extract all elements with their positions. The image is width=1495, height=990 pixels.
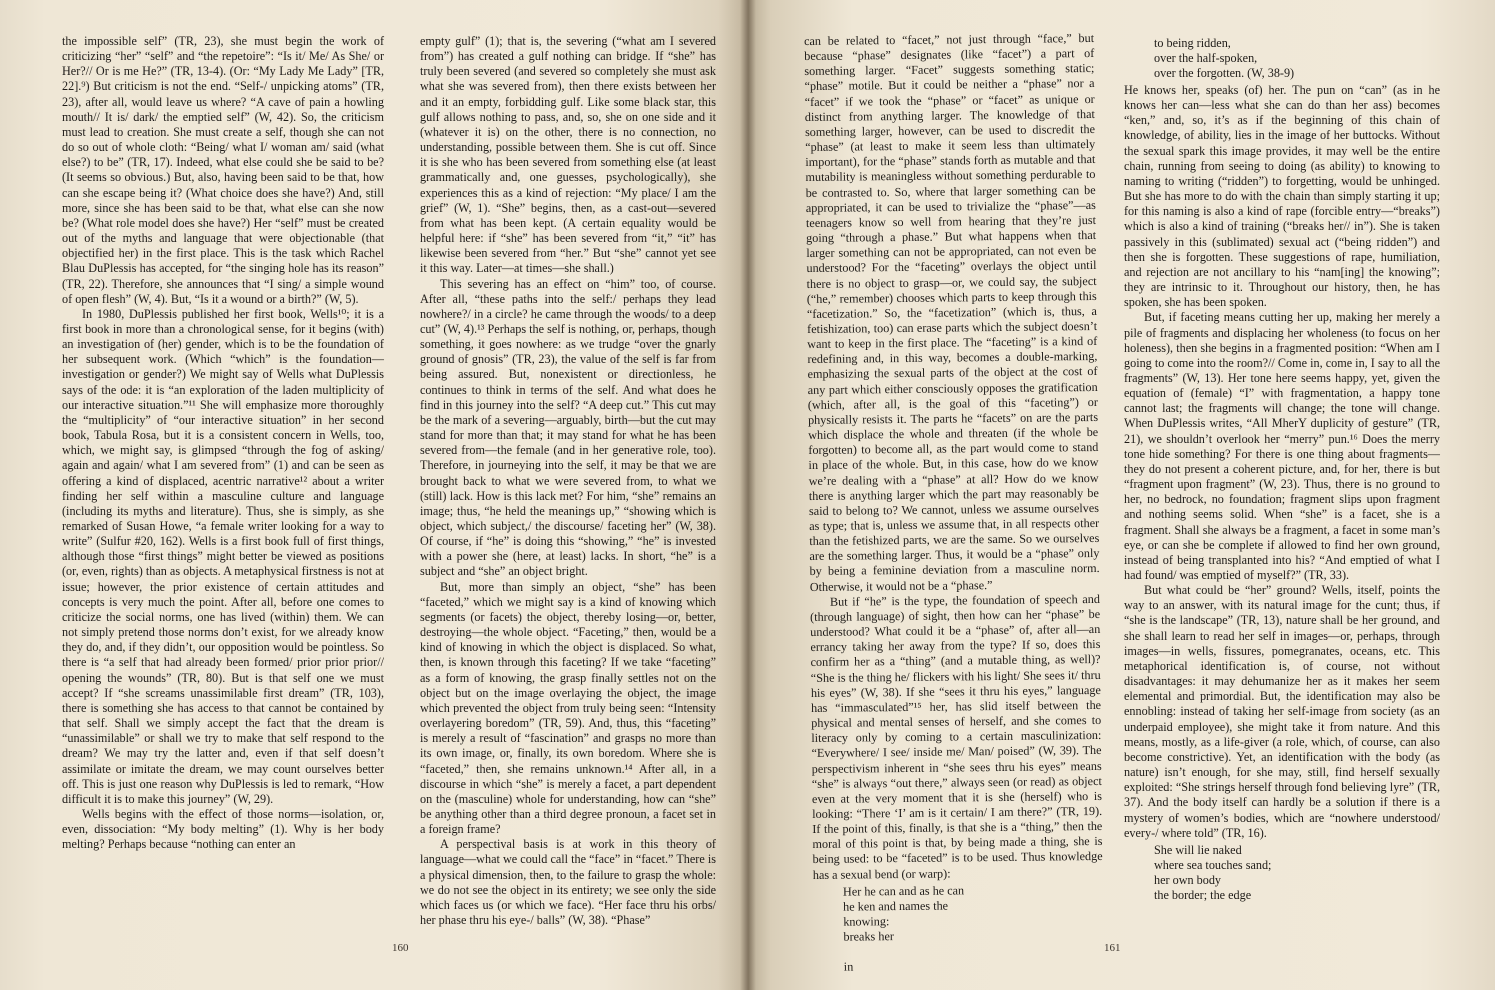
verse-quote xyxy=(843,882,1104,975)
verse-quote xyxy=(1154,843,1440,903)
left-column-1 xyxy=(62,34,384,914)
verse-line: Her he can and as he can xyxy=(842,883,965,899)
paragraph: the impossible self” (TR, 23), she must begin the work of criticizing “her” “self” and “the repetoire”: “Is it/ Me/ As She/ or Her?// Or is me He?” (TR, 13-4). (Or: “My Lady Me Lady” [TR, 22].⁹) But criticism is not the end. “Self-/ unpicking atoms” (TR, 23), after all, would leave us where? “A cave of pain a howling mouth// It is/ dark/ the emptied self” (W, 42). So, the criticism must lead to creation. She must create a self, though she can not do so out of whole cloth: “Being/ what I/ woman am/ said (what else?) to be” (TR, 17). Indeed, what else could she be said to be? (It seems so obvious.) But, also, having been said to be that, how can she escape being it? (What choice does she have?) And, still more, since she has been said to be that, what else can she now be? (What role model does she have?) Her “self” must be created out of the myths and language that were objectionable (that objectified her) in the first place. This is the task which Rachel Blau DuPlessis has accepted, for “the singing hole has its reason” (TR, 22). Therefore, she announces that “I sing/ a simple wound of open flesh” (W, 4). But, “Is it a wound or a birth?” (W, 5). xyxy=(62,34,384,306)
verse-line: where sea touches sand; xyxy=(1154,857,1272,872)
verse-line: her own body xyxy=(1154,872,1222,887)
book-gutter xyxy=(740,0,756,990)
right-page xyxy=(748,0,1495,990)
verse-line: breaks her xyxy=(843,928,894,944)
paragraph: In 1980, DuPlessis published her first book, Wells¹⁰; it is a first book in more than a chronological sense, for it begins (with) an investigation of (her) gender, which is to be the foundation of her subsequent work. (Which “which” is the foundation—investigation or gender?) We might say of Wells what DuPlessis says of the ode: it is “an exploration of the laden multiplicity of our interactive situation.”¹¹ She will emphasize more thoroughly the “multiplicity” of “our interactive situation” in her second book, Tabula Rosa, but it is a consistent concern in Wells, too, which, we might say, is glimpsed “through the fog of asking/ again and again/ what I am severed from” (1) and can be seen as offering a kind of displaced, acentric narrative¹² about a writer finding her self within a masculine culture and language (including its myths and literature). Thus, she is simply, as she remarked of Susan Howe, “a female writer looking for a way to write” (Sulfur #20, 162). Wells is a first book full of first things, although those “first things” might better be viewed as positions (or, even, rights) than as objects. A metaphysical firstness is not at issue; however, the prior existence of certain attitudes and concepts is very much the point. After all, before one comes to criticize the social norms, one has lived (within) them. We can not simply pretend those norms don’t exist, for we already know they do, and, if they didn’t, our opposition would be pointless. So there is “a self that had already been formed/ prior prior prior// opening the wounds” (TR, 80). But is that self one we must accept? If “she screams unassimilable first dream” (TR, 103), there is something she has access to that cannot be contained by that self. Shall we simply accept the fact that the dream is “unassimilable” or shall we try to make that self respond to the dream? We may try the latter and, even if that self doesn’t assimilate or imitate the dream, we may count ourselves better off. This is just one reason why DuPlessis is led to remark, “How difficult it is to make this journey” (W, 29). xyxy=(62,306,384,806)
page-number: 160 xyxy=(392,942,409,954)
verse-quote xyxy=(1154,36,1440,81)
paragraph: Wells begins with the effect of those norms—isolation, or, even, dissociation: “My body melting” (1). Why is her body melting? Perhaps because “nothing can enter an xyxy=(62,806,384,852)
paragraph: But, more than simply an object, “she” has been “faceted,” which we might say is a kind of knowing which segments (or facets) the object, thereby losing—or, better, destroying—the whole object. “Faceting,” then, would be a kind of knowing in which the object is displaced. So what, then, is known through this faceting? If we take “faceting” as a form of knowing, the grasp finally settles not on the object but on the image overlaying the object, the image which prevented the object from truly being seen: “Intensity overlayering boredom” (TR, 59). And, thus, this “faceting” is merely a result of “fascination” and grasps no more than its own image, or, finally, its own boredom. Where she is “faceted,” then, she remains unknown.¹⁴ After all, in a discourse in which “she” is merely a facet, a part dependent on the (masculine) whole for understanding, how can “she” be anything other than a third degree pronoun, a facet set in a foreign frame? xyxy=(420,579,716,837)
paragraph: He knows her, speaks (of) her. The pun on “can” (as in he knows her can—less what she can do than her ass) becomes “ken,” and, so, it’s as if the beginning of this chain of knowledge, of ability, lies in the image of her buttocks. Without the sexual spark this image provides, it may well be the entire chain, running from seeing to doing (as ability) to knowing to naming to writing (“ridden”) to forgetting, would be unhinged. But she has more to do with the chain than simply starting it up; for this naming is also a kind of rape (forcible entry—“breaks”) which is also a kind of training (“breaks her// in”). She is taken passively in this (sublimated) sexual act (“being ridden”) and then she is forgotten. These suggestions of rape, humiliation, and rejection are not ancillary to his “nam[ing] the knowing”; they are intrinsic to it. Throughout our history, then, he has spoken, she has been spoken. xyxy=(1124,83,1440,310)
paragraph: can be related to “facet,” not just through “face,” but because “phase” designates (like “facet”) a part of something larger. “Facet” suggests something static; “phase” motile. But it could be neither a “phase” nor a “facet” if we took the “phase” or “facet” as unique or distinct from anything larger. The knowledge of that something larger, however, can be used to discredit the “phase” (at least to make it seem less than ultimately important), for the “phase” stands forth as mutable and that mutability is meaningless without something perdurable to be contrasted to. So, where that larger something can be appropriated, it can be used to trivialize the “phase”—as teenagers know so well from hearing that they’re just going “through a phase.” But what happens when that larger something can not be appropriated, can not even be understood? For the “faceting” overlays the object until there is no object to grasp—or, we could say, the subject (“he,” remember) chooses which parts to keep through this “facetization.” So, the “facetization” (which is, thus, a fetishization, too) can erase parts which the subject doesn’t want to keep in the first place. The “faceting” is a kind of redefining and, in this way, becomes a double-marking, emphasizing the sexual parts of the object at the cost of any part which either consciously opposes the gratification (which, after all, is the goal of this “faceting”) or physically resists it. The parts he “facets” on are the parts which displace the whole and threaten (if the whole be forgotten) to become all, as the part would come to stand in place of the whole. But, in this case, how do we know we’re dealing with a “phase” at all? How do we know there is anything larger which the part may reasonably be said to belong to? We cannot, unless we assume ourselves as type; that is, unless we assume that, in all respects other than the fetishized parts, we are the same. So we ourselves are the something larger. Thus, it would be a “phase” only by being a feminine deviation from a masculine norm. Otherwise, it would not be a “phase.” xyxy=(804,30,1100,594)
right-column-1 xyxy=(804,30,1103,974)
paragraph: But, if faceting means cutting her up, making her merely a pile of fragments and displacing her wholeness (to focus on her holeness), then she begins in a fragmented position: “When am I going to come into the room?// Come in, come in, I say to all the fragments” (W, 13). Her tone here seems happy, yet, given the equation of (female) “I” with fragmentation, a happy tone cannot last; the fragments will change; the tone will change. When DuPlessis writes, “All MherY duplicity of gesture” (TR, 21), we shouldn’t overlook her “merry” pun.¹⁶ Does the merry tone hide something? For there is one thing about fragments—they do not present a coherent picture, and, for her, there is but “fragment upon fragment” (W, 23). Thus, there is no ground to her, no bedrock, no foundation; fragment slips upon fragment and nothing seems solid. When “she” is a facet, she is a fragment. Shall she always be a fragment, a facet in some man’s eye, or can she be complete if allowed to find her own ground, instead of being transplanted into his? “And emptied of what I had found/ was emptied of myself?” (TR, 33). xyxy=(1124,310,1440,582)
verse-line: over the forgotten. (W, 38-9) xyxy=(1154,66,1295,80)
verse-line: the border; the edge xyxy=(1154,887,1252,902)
paragraph: empty gulf” (1); that is, the severing (“what am I severed from”) has created a gulf nothing can bridge. If “she” has truly been severed (and severed so completely she must ask what she was severed from), then there exists between her and it an empty, forbidding gulf. Like some black star, this gulf allows nothing to pass, and, so, she on one side and it (whatever it is) on the other, there is no connection, no understanding, possible between them. She is cut off. Since it is she who has been severed from something else (at least grammatically and, one guesses, psychologically), she experiences this as a kind of rejection: “My place/ I am the grief” (W, 1). “She” begins, then, as a cast-out—severed from what has been kept. (A certain equality would be helpful here: if “she” has been severed from “it,” “it” has likewise been severed from “her.” But “she” cannot yet see it this way. Later—at times—she shall.) xyxy=(420,34,716,276)
verse-line: to being ridden, xyxy=(1154,36,1231,50)
verse-line: She will lie naked xyxy=(1154,842,1242,857)
left-column-2 xyxy=(420,34,716,928)
right-column-2 xyxy=(1124,34,1440,914)
page-number: 161 xyxy=(1104,942,1121,954)
paragraph: But if “he” is the type, the foundation of speech and (through language) of sight, then how can her “phase” be understood? What could it be a “phase” of, after all—an errancy taking her away from the type? If so, does this confirm her as a “thing” (and a mutable thing, as well)? “She is the thing he/ flickers with his light/ She sees it/ thru his eyes” (W, 38). If she “sees it thru his eyes,” language has “immasculated”¹⁵ her, has slid itself between the physical and mental senses of herself, and she comes to literacy only by coming to a certain masculinization: “Everywhere/ I see/ inside me/ Man/ poised” (W, 39). The perspectivism inherent in “she sees thru his eyes” means “she” is always “out there,” always seen (or read) as object even at the very moment that it is she (herself) who is looking: “There ‘I’ am is it certain/ I am there?” (TR, 19). If the point of this, finally, is that she is a “thing,” then the moral of this point is that, by being made a thing, she is being used: to be “faceted” is to be used. Thus knowledge has a sexual bend (or warp): xyxy=(810,591,1103,882)
verse-line: he ken and names the xyxy=(843,898,949,914)
verse-line: over the half-spoken, xyxy=(1154,51,1258,65)
verse-line: in xyxy=(843,959,854,974)
paragraph: But what could be “her” ground? Wells, itself, points the way to an answer, with its natural image for the cunt; thus, if “she is the landscape” (TR, 13), nature shall be her ground, and she shall learn to read her self in images—or, perhaps, through images—in wells, fissures, pomegranates, oceans, etc. This metaphorical identification is, of course, not without disadvantages: it may dehumanize her as it makes her seem elemental and primordial. But, the identification may also be ennobling: instead of taking her self-image from society (as an underpaid employee), she might take it from nature. And this means, mostly, as a life-giver (a role, which, of course, can also become constrictive). Yet, an identification with the body (as nature) isn’t enough, for she may, still, find herself sexually exploited: “She strings herself through fond believing lyre” (TR, 37). And the body itself can hardly be a solution if there is a mystery of women’s bodies, which are “nowhere understood/ every-/ where told” (TR, 16). xyxy=(1124,583,1440,840)
paragraph: This severing has an effect on “him” too, of course. After all, “these paths into the self:/ perhaps they lead nowhere?/ in a circle? he came through the woods/ to a deep cut” (W, 4).¹³ Perhaps the self is nothing, or, perhaps, though something, it goes nowhere: as we trudge “over the gnarly ground of gnosis” (TR, 23), the value of the self is far from being assured. But, nonexistent or directionless, he continues to think in terms of the self. And what does he find in this journey into the self? “A deep cut.” This cut may be the mark of a severing—arguably, birth—but the cut may stand for more than that; it may stand for what he has been severed from—the female (and in her generative role, too). Therefore, in journeying into the self, it may be that we are brought back to what we were severed from, to what we (still) lack. How is this lack met? For him, “she” remains an image; thus, “he held the meanings up,” “showing which is object, which subject,/ the discourse/ faceting her” (W, 38). Of course, if “he” is doing this “showing,” “he” is invested with a power she (here, at least) lacks. In short, “he” is a subject and “she” an object bright. xyxy=(420,276,716,579)
verse-line: knowing: xyxy=(843,913,890,929)
paragraph: A perspectival basis is at work in this theory of language—what we could call the “face” in “facet.” There is a physical dimension, then, to the failure to grasp the whole: we do not see the object in its entirety; we see only the side which faces us (or which we face). “Her face thru his orbs/ her phase thru his eye-/ balls” (W, 38). “Phase” xyxy=(420,837,716,928)
